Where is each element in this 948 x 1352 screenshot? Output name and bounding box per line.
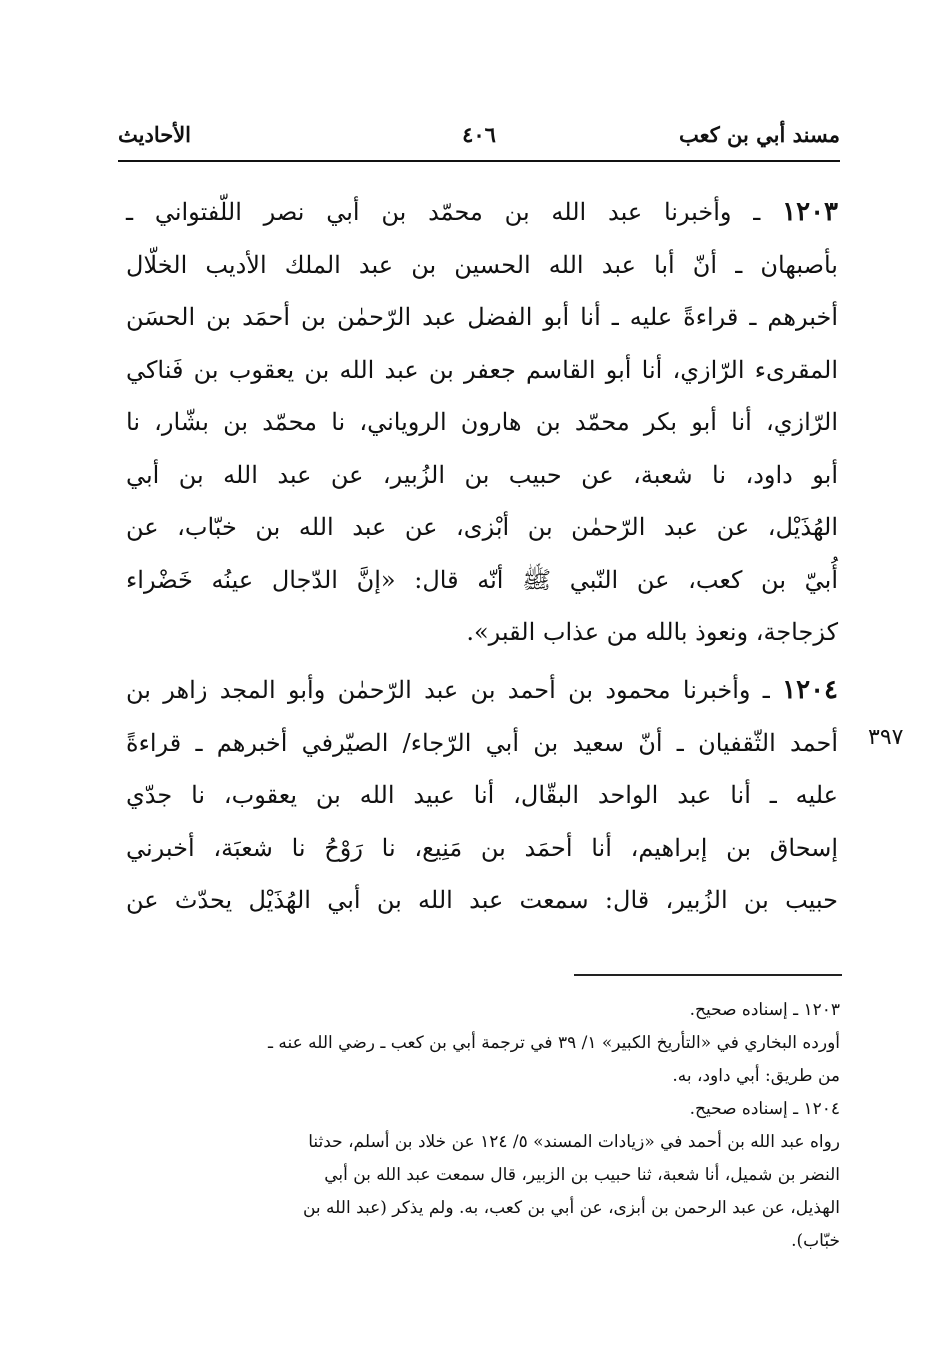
body-line: الرّازي، أنا أبو بكر محمّد بن هارون الروياني، نا محمّد بن بشّار، نا xyxy=(126,408,838,436)
body-line: إسحاق بن إبراهيم، أنا أحمَد بن مَنِيع، نا رَوْحُ نا شعبَة، أخبرني xyxy=(126,833,838,862)
body-line xyxy=(126,664,838,717)
body-line: المقرىء الرّازي، أنا أبو القاسم جعفر بن عبد الله بن يعقوب بن فَناكي xyxy=(126,355,838,384)
body-line-text: ـ وأخبرنا محمود بن أحمد بن عبد الرّحمٰن وأبو المجد زاهر بن xyxy=(126,676,770,704)
hadith-number: ١٢٠٤ xyxy=(782,675,839,705)
footnote-line: الهذيل، عن عبد الرحمن بن أبزى، عن أبي بن كعب، به. ولم يذكر (عبد الله بن xyxy=(302,1198,840,1218)
body-line: الهُذَيْل، عن عبد الرّحمٰن بن أبْزى، عن عبد الله بن خبّاب، عن xyxy=(126,513,838,541)
manuscript-folio-marker: ٣٩٧ xyxy=(868,725,904,750)
footnote-1204-label: ١٢٠٤ ـ إسناده صحيح. xyxy=(689,1099,840,1119)
hadith-1204-paragraph xyxy=(126,664,838,927)
footnote-line: أورده البخاري في «التأريخ الكبير» ١/ ٣٩ في ترجمة أبي بن كعب ـ رضي الله عنه ـ xyxy=(267,1033,840,1053)
running-header xyxy=(118,122,840,156)
body-line: أحمد الثّقفيان ـ أنّ سعيد بن أبي الرّجاء/ الصيّرفي أخبرهم ـ قراءةً xyxy=(126,728,838,757)
body-line: عليه ـ أنا عبد الواحد البقّال، أنا عبيد الله بن يعقوب، نا جدّي xyxy=(126,781,838,809)
footnote-line: النضر بن شميل، أنا شعبة، ثنا حبيب بن الزبير، قال سمعت عبد الله بن أبي xyxy=(324,1165,840,1185)
body-line: أخبرهم ـ قراءةً عليه ـ أنا أبو الفضل عبد الرّحمٰن بن أحمَد بن الحسَن xyxy=(126,303,838,331)
footnote-divider xyxy=(574,974,842,976)
body-line-text: ـ وأخبرنا عبد الله بن محمّد بن أبي نصر اللّفتواني ـ xyxy=(126,198,761,226)
hadith-1203-paragraph xyxy=(126,186,838,659)
footnote-line: رواه عبد الله بن أحمد في «زيادات المسند» ٥/ ١٢٤ عن خلاد بن أسلم، حدثنا xyxy=(308,1132,840,1152)
body-line: بأصبهان ـ أنّ أبا عبد الله الحسين بن عبد الملك الأديب الخلّال xyxy=(126,250,838,279)
footnote-line: خبّاب). xyxy=(791,1231,840,1251)
body-line xyxy=(126,186,838,239)
hadith-number: ١٢٠٣ xyxy=(782,197,838,227)
body-line: كزجاجة، ونعوذ بالله من عذاب القبر». xyxy=(466,618,838,646)
body-line: أبو داود، نا شعبة، عن حبيب بن الزُبير، عن عبد الله بن أبي xyxy=(126,460,838,489)
section-title: الأحاديث xyxy=(118,122,192,147)
body-line: حبيب بن الزُبير، قال: سمعت عبد الله بن أبي الهُذَيْل يحدّث عن xyxy=(126,886,838,914)
body-line: أُبيّ بن كعب، عن النّبي ﷺ أنّه قال: «إنَّ الدّجال عينُه خَضْراء xyxy=(126,565,838,594)
book-title: مسند أبي بن كعب xyxy=(678,122,840,147)
page-number: ٤٠٦ xyxy=(462,122,496,147)
footnote-1203-label: ١٢٠٣ ـ إسناده صحيح. xyxy=(689,1000,840,1020)
header-divider xyxy=(118,160,840,162)
footnotes xyxy=(118,994,840,1258)
footnote-line: من طريق: أبي داود، به. xyxy=(672,1066,840,1086)
